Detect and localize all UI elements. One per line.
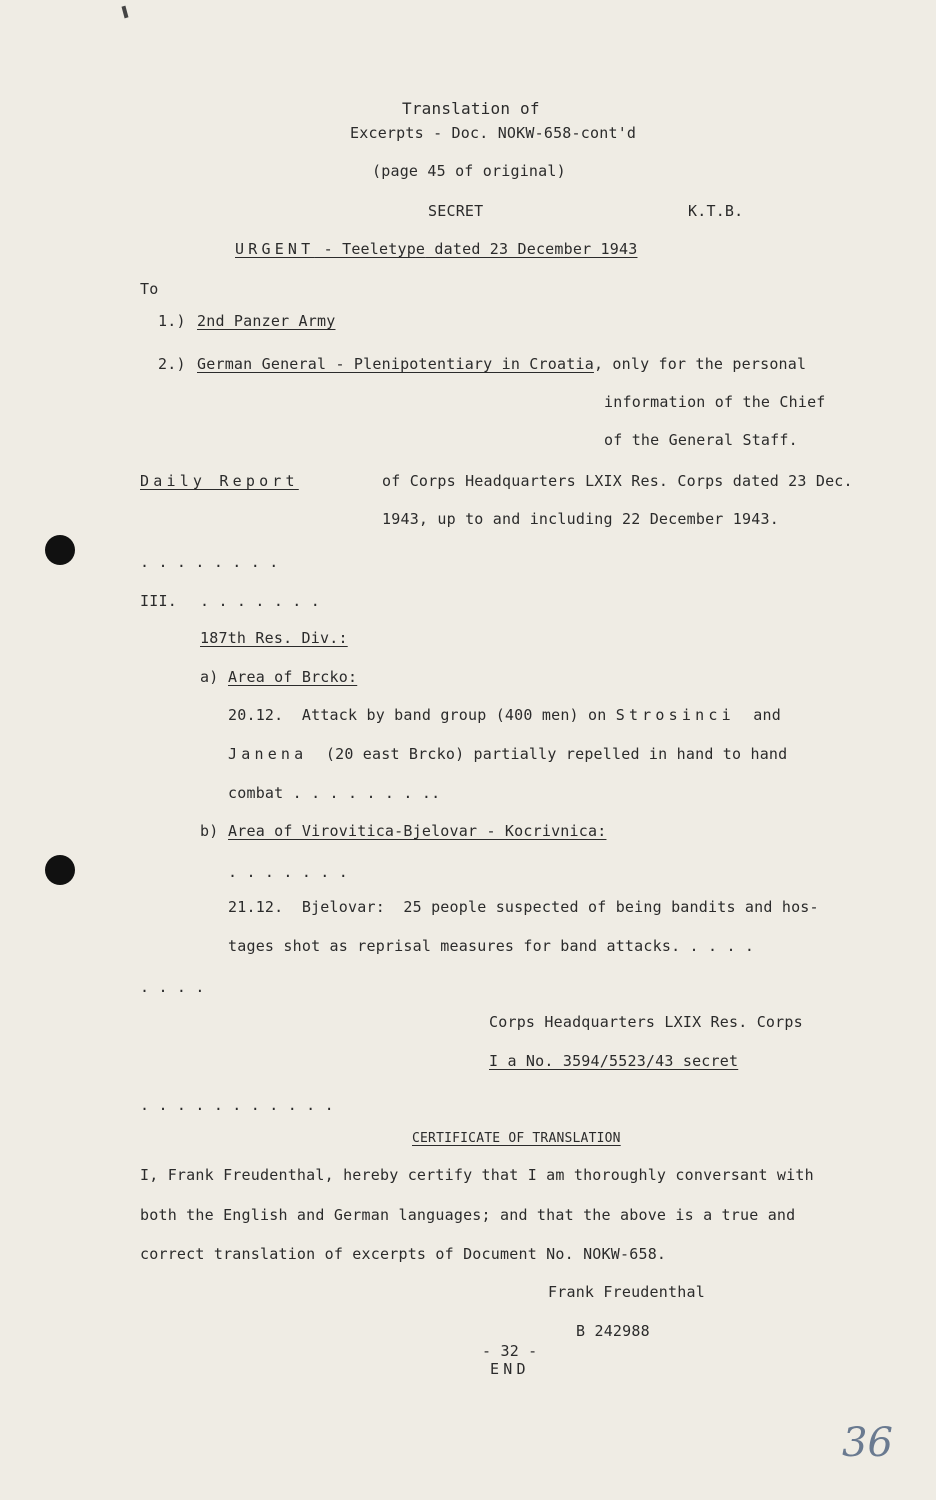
ellipsis-1: . . . . . . . .: [140, 553, 279, 571]
item-a-line-1: [228, 706, 781, 724]
recipient-2-line-2: information of the Chief: [604, 393, 826, 411]
recipient-2-rest: , only for the personal: [593, 355, 807, 373]
document-title: Translation of: [402, 99, 540, 118]
item-a-date: 20.12.: [228, 706, 284, 724]
section-number: III.: [140, 592, 177, 610]
certificate-line-2: both the English and German languages; and that the above is a true and: [140, 1206, 796, 1224]
punch-hole-top: [45, 535, 75, 565]
report-line-2: 1943, up to and including 22 December 1943.: [382, 510, 779, 528]
item-a-title: Area of Brcko:: [228, 668, 358, 686]
item-a-text: Attack by band group (400 men) on: [301, 706, 607, 724]
classification: SECRET: [428, 202, 484, 220]
recipient-2-name: German General - Plenipotentiary in Croatia: [197, 355, 594, 373]
certificate-line-3: correct translation of excerpts of Document No. NOKW-658.: [140, 1245, 667, 1263]
urgent-word: URGENT: [235, 240, 315, 258]
place-strosinci: Strosinci: [615, 706, 735, 724]
handwritten-page-number: 36: [842, 1420, 893, 1466]
signer-name: Frank Freudenthal: [548, 1283, 705, 1301]
division-heading: 187th Res. Div.:: [200, 629, 348, 647]
ktb-label: K.T.B.: [688, 202, 744, 220]
ellipsis-2: . . . . . . .: [228, 863, 348, 881]
item-b-title: Area of Virovitica-Bjelovar - Kocrivnica:: [228, 822, 607, 840]
ellipsis-3: . . . .: [140, 978, 205, 996]
item-a-line-2-text: (20 east Brcko) partially repelled in hand to hand: [325, 745, 788, 763]
section-dots: . . . . . . .: [200, 592, 320, 610]
teletype-word: - Teeletype: [314, 240, 426, 258]
dated-text: dated 23 December 1943: [425, 240, 638, 258]
item-a-line-2: [228, 745, 787, 763]
item-b-line-2: tages shot as reprisal measures for band attacks. . . . .: [228, 937, 755, 955]
daily-report-label: Daily Report: [140, 472, 299, 490]
page-number: - 32 -: [482, 1342, 538, 1360]
signoff-line-2: I a No. 3594/5523/43 secret: [489, 1052, 739, 1070]
recipient-1-name: 2nd Panzer Army: [197, 312, 336, 330]
ellipsis-4: . . . . . . . . . . .: [140, 1096, 334, 1114]
punch-hole-bottom: [45, 855, 75, 885]
corner-mark: [122, 6, 129, 19]
to-label: To: [140, 280, 159, 298]
recipient-2-number: 2.): [158, 355, 186, 373]
certificate-line-1: I, Frank Freudenthal, hereby certify that I am thoroughly conversant with: [140, 1166, 814, 1184]
item-a-line-3: combat . . . . . . . ..: [228, 784, 441, 802]
page-reference: (page 45 of original): [372, 162, 566, 180]
item-a-label: a): [200, 668, 219, 686]
place-janena: Janena: [228, 745, 308, 763]
end-marker: END: [490, 1360, 530, 1378]
document-subtitle: Excerpts - Doc. NOKW-658-cont'd: [350, 124, 637, 142]
urgent-line: [235, 240, 637, 258]
item-b-line-1: 21.12. Bjelovar: 25 people suspected of being bandits and hos-: [228, 898, 819, 916]
signer-id: B 242988: [576, 1322, 650, 1340]
signoff-line-1: Corps Headquarters LXIX Res. Corps: [489, 1013, 803, 1031]
recipient-2-line: [197, 355, 806, 373]
certificate-title: CERTIFICATE OF TRANSLATION: [412, 1131, 621, 1146]
report-line-1: of Corps Headquarters LXIX Res. Corps dated 23 Dec.: [382, 472, 853, 490]
recipient-2-line-3: of the General Staff.: [604, 431, 798, 449]
item-a-and: and: [753, 706, 781, 724]
recipient-1-number: 1.): [158, 312, 186, 330]
item-b-label: b): [200, 822, 219, 840]
